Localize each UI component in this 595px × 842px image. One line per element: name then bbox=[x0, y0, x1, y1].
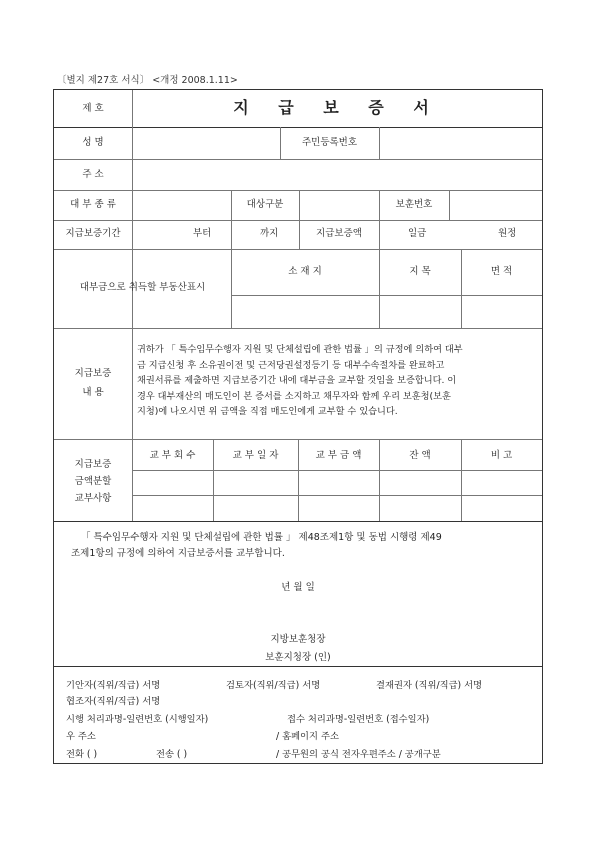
form-number-header: 〔별지 제27호 서식〕 <개정 2008.1.11> bbox=[57, 75, 238, 86]
loan-type-field[interactable] bbox=[133, 191, 231, 220]
receipt-info: 접수 처리과명-일련번호 (접수일자) bbox=[287, 714, 430, 725]
drafter-signature: 기안자(직위/직급) 서명 bbox=[66, 680, 161, 691]
enforcement-info: 시행 처리과명-일련번호 (시행일자) bbox=[66, 714, 209, 725]
guarantee-line: 금 지급신청 후 소유권이전 및 근저당권설정등기 등 대부수속절차를 완료하고 bbox=[137, 359, 445, 371]
number-label: 제 호 bbox=[82, 103, 104, 114]
guarantee-content-text bbox=[137, 342, 537, 420]
resident-id-label: 주민등록번호 bbox=[301, 137, 358, 148]
period-from-text: 부터 bbox=[193, 228, 212, 239]
veteran-number-field[interactable] bbox=[450, 191, 542, 220]
guarantee-amount-label: 지급보증액 bbox=[316, 228, 362, 239]
table-header-count: 교 부 회 수 bbox=[149, 450, 196, 461]
address-label: 주 소 bbox=[82, 169, 104, 180]
approver-signature: 결재권자 (직위/직급) 서명 bbox=[376, 680, 483, 691]
issuer-regional-office: 지방보훈청장 bbox=[270, 634, 326, 645]
guarantee-line: 경우 대부재산의 매도인이 본 증서를 소지하고 채무자와 함께 우리 보훈청(보훈 bbox=[137, 390, 451, 402]
fax-number: 전송 ( ) bbox=[156, 749, 188, 760]
resident-id-field[interactable] bbox=[380, 128, 542, 159]
payment-split-label-3: 교부사항 bbox=[74, 493, 112, 504]
area-field[interactable] bbox=[462, 296, 542, 328]
phone-number: 전화 ( ) bbox=[66, 749, 98, 760]
address-field[interactable] bbox=[133, 160, 542, 190]
guarantee-period-label: 지급보증기간 bbox=[65, 228, 121, 239]
name-label: 성 명 bbox=[82, 137, 104, 148]
loan-type-label: 대 부 종 류 bbox=[70, 199, 116, 210]
location-header: 소 재 지 bbox=[288, 266, 322, 277]
postal-address: 우 주소 bbox=[66, 731, 96, 742]
issuer-branch-office: 보훈지청장 (인) bbox=[265, 652, 331, 663]
target-category-label: 대상구분 bbox=[246, 199, 284, 210]
land-type-header: 지 목 bbox=[409, 266, 431, 277]
cooperator-signature: 협조자(직위/직급) 서명 bbox=[66, 696, 161, 707]
statement-line-2: 조제1항의 규정에 의하여 지급보증서를 교부합니다. bbox=[71, 548, 285, 559]
guarantee-content-label-1: 지급보증 bbox=[74, 368, 112, 379]
amount-prefix: 일금 bbox=[408, 228, 427, 239]
homepage-address: / 홈페이지 주소 bbox=[276, 731, 339, 742]
guarantee-certificate-form bbox=[53, 89, 543, 764]
guarantee-content-label-2: 내 용 bbox=[82, 387, 104, 398]
guarantee-line: 채권서류를 제출하면 지급보증기간 내에 대부금을 교부할 것임을 보증합니다. 이 bbox=[137, 375, 457, 387]
table-header-balance: 잔 액 bbox=[409, 450, 431, 461]
payment-split-label-1: 지급보증 bbox=[74, 459, 112, 470]
official-email: / 공무원의 공식 전자우편주소 / 공개구분 bbox=[276, 749, 441, 760]
area-header: 면 적 bbox=[490, 266, 513, 277]
property-label: 대부금으로 취득할 부동산표시 bbox=[79, 282, 206, 293]
reviewer-signature: 검토자(직위/직급) 서명 bbox=[226, 680, 321, 691]
issue-date: 년 월 일 bbox=[281, 582, 315, 593]
payment-split-label-2: 금액분할 bbox=[74, 476, 112, 487]
name-field[interactable] bbox=[133, 128, 279, 159]
table-header-date: 교 부 일 자 bbox=[232, 450, 279, 461]
table-header-remarks: 비 고 bbox=[490, 450, 513, 461]
veteran-number-label: 보훈번호 bbox=[395, 199, 433, 210]
location-field[interactable] bbox=[232, 296, 379, 328]
document-title: 지 급 보 증 서 bbox=[233, 98, 441, 117]
guarantee-line: 지청)에 나오시면 위 금액을 직접 매도인에게 교부할 수 있습니다. bbox=[137, 406, 398, 418]
land-type-field[interactable] bbox=[380, 296, 461, 328]
target-category-field[interactable] bbox=[300, 191, 379, 220]
period-to-text: 까지 bbox=[260, 228, 279, 239]
guarantee-line: 귀하가 「 특수임무수행자 지원 및 단체설립에 관한 법률 」의 규정에 의하여 대부 bbox=[137, 344, 463, 355]
statement-line-1: 「 특수임무수행자 지원 및 단체설립에 관한 법률 」 제48조제1항 및 동법 시행령 제49 bbox=[81, 532, 442, 543]
amount-suffix: 원정 bbox=[498, 228, 517, 239]
table-header-amount: 교 부 금 액 bbox=[315, 450, 362, 461]
